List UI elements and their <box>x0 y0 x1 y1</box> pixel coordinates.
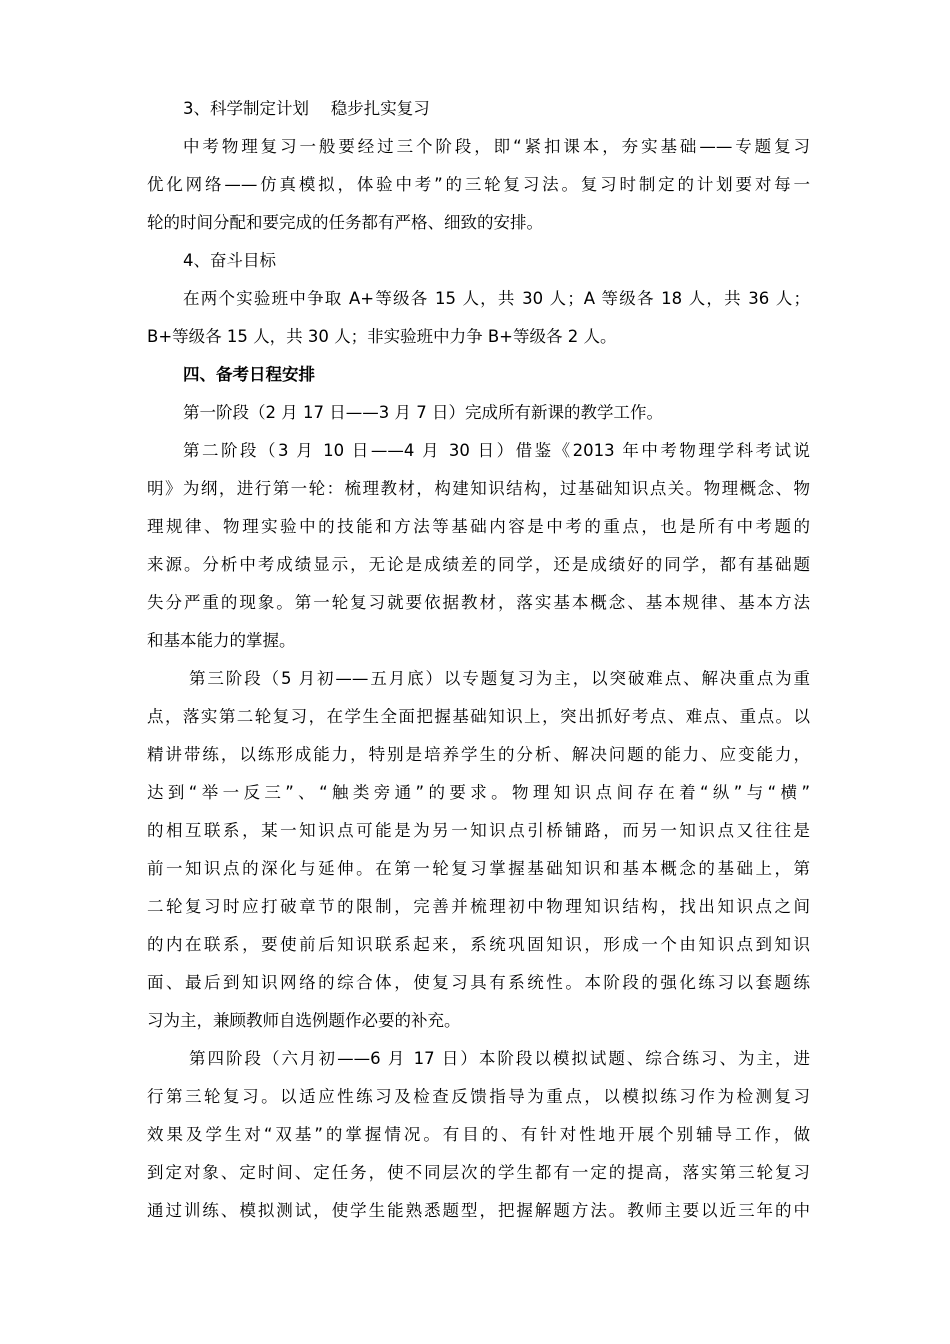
stage-3-line: 点，落实第二轮复习，在学生全面把握基础知识上，突出抓好考点、难点、重点。以 <box>147 707 810 726</box>
stage-4-line: 效果及学生对“双基”的掌握情况。有目的、有针对性地开展个别辅导工作，做 <box>147 1125 810 1144</box>
stage-3-line: 精讲带练，以练形成能力，特别是培养学生的分析、解决问题的能力、应变能力， <box>147 745 810 764</box>
paragraph-line: 在两个实验班中争取 A+等级各 15 人，共 30 人；A 等级各 18 人，共 36 人； <box>183 289 810 308</box>
stage-3-line: 第三阶段（5 月初——五月底）以专题复习为主，以突破难点、解决重点为重 <box>189 669 810 688</box>
stage-2-line: 失分严重的现象。第一轮复习就要依据教材，落实基本概念、基本规律、基本方法 <box>147 593 810 612</box>
stage-4-line: 通过训练、模拟测试，使学生能熟悉题型，把握解题方法。教师主要以近三年的中 <box>147 1201 810 1220</box>
stage-2-line: 理规律、物理实验中的技能和方法等基础内容是中考的重点，也是所有中考题的 <box>147 517 810 536</box>
stage-3-line: 达到“举一反三”、“触类旁通”的要求。物理知识点间存在着“纵”与“横” <box>147 783 810 802</box>
stage-2-line: 明》为纲，进行第一轮：梳理教材，构建知识结构，过基础知识点关。物理概念、物 <box>147 479 810 498</box>
stage-4-line: 到定对象、定时间、定任务，使不同层次的学生都有一定的提高，落实第三轮复习 <box>147 1163 810 1182</box>
stage-3-line: 二轮复习时应打破章节的限制，完善并梳理初中物理知识结构，找出知识点之间 <box>147 897 810 916</box>
stage-4-line: 第四阶段（六月初——6 月 17 日）本阶段以模拟试题、综合练习、为主，进 <box>189 1049 810 1068</box>
stage-3-line: 面、最后到知识网络的综合体，使复习具有系统性。本阶段的强化练习以套题练 <box>147 973 810 992</box>
stage-1-line: 第一阶段（2 月 17 日——3 月 7 日）完成所有新课的教学工作。 <box>183 403 663 422</box>
stage-3-line: 的相互联系，某一知识点可能是为另一知识点引桥铺路，而另一知识点又往往是 <box>147 821 810 840</box>
stage-2-line: 第二阶段（3 月 10 日——4 月 30 日）借鉴《2013 年中考物理学科考试说 <box>183 441 810 460</box>
paragraph-line: 优化网络——仿真模拟，体验中考”的三轮复习法。复习时制定的计划要对每一 <box>147 175 810 194</box>
section-3-heading: 3、科学制定计划 稳步扎实复习 <box>183 99 430 118</box>
stage-3-line: 习为主，兼顾教师自选例题作必要的补充。 <box>147 1011 461 1030</box>
stage-2-line: 来源。分析中考成绩显示，无论是成绩差的同学，还是成绩好的同学，都有基础题 <box>147 555 810 574</box>
paragraph-line: 中考物理复习一般要经过三个阶段，即“紧扣课本，夯实基础——专题复习 <box>183 137 810 156</box>
section-4-heading: 4、奋斗目标 <box>183 251 276 270</box>
paragraph-line: B+等级各 15 人，共 30 人；非实验班中力争 B+等级各 2 人。 <box>147 327 617 346</box>
stage-4-line: 行第三轮复习。以适应性练习及检查反馈指导为重点，以模拟练习作为检测复习 <box>147 1087 810 1106</box>
stage-3-line: 的内在联系，要使前后知识联系起来，系统巩固知识，形成一个由知识点到知识 <box>147 935 810 954</box>
document-page <box>147 90 810 1230</box>
stage-3-line: 前一知识点的深化与延伸。在第一轮复习掌握基础知识和基本概念的基础上，第 <box>147 859 810 878</box>
stage-2-line: 和基本能力的掌握。 <box>147 631 296 650</box>
schedule-heading: 四、备考日程安排 <box>183 365 315 384</box>
paragraph-line: 轮的时间分配和要完成的任务都有严格、细致的安排。 <box>147 213 543 232</box>
